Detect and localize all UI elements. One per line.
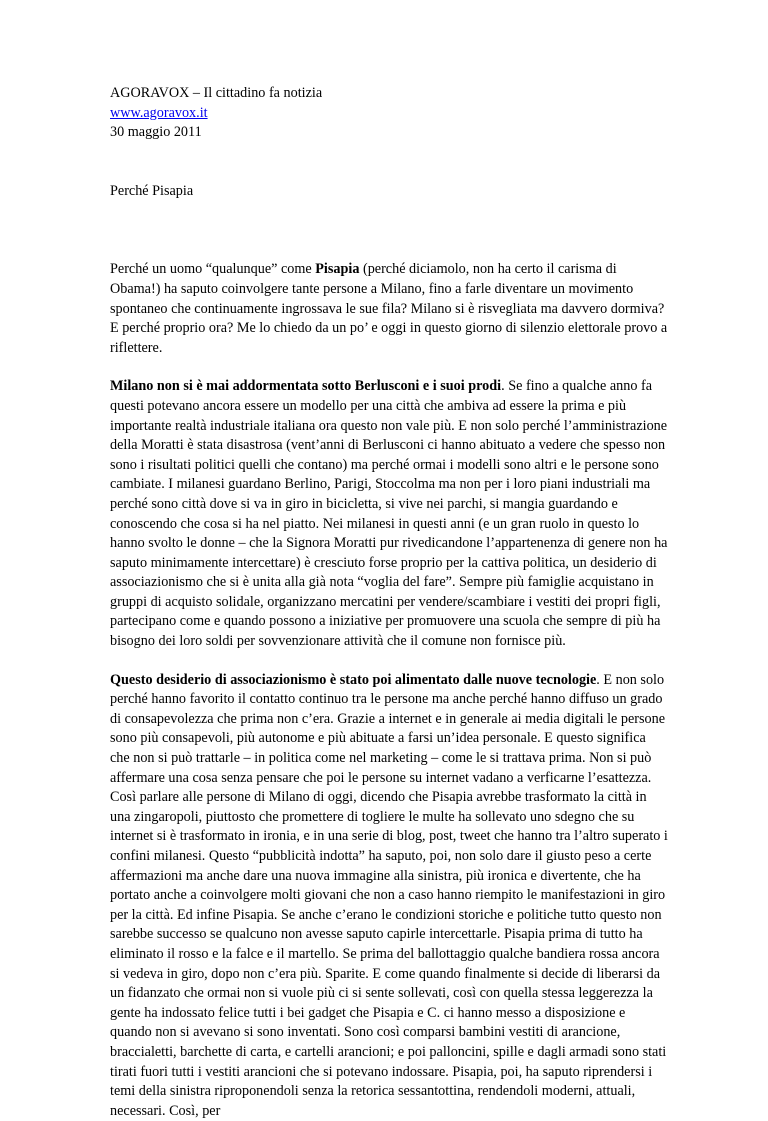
paragraph-milano-lead: Milano non si è mai addormentata sotto Berlusconi e i suoi prodi — [110, 378, 502, 395]
article-date: 30 maggio 2011 — [110, 124, 202, 141]
paragraph-milano: Milano non si è mai addormentata sotto Berlusconi e i suoi prodi. Se fino a qualche anno fa questi potevano ancora essere un modello per una città che ambiva ad essere la prima e più importante realtà industriale italiana ora questo non vale più. E non solo perché l’amministrazione della Moratti è stata disastrosa (vent’anni di Berlusconi ci hanno abituato a vedere che spesso non sono i risultati politici quelli che contano) ma perché ormai i modelli sono altri e le persone sono cambiate. I milanesi guardano Berlino, Parigi, Stoccolma ma non per i loro piani industriali ma perché sono città dove si va in giro in bicicletta, si vive nei parchi, si mangia guardando e conoscendo che cosa si ha nel piatto. Nei milanesi in questi anni (e un gran ruolo in questo lo hanno svolto le donne – che la Signora Moratti pur rivedicandone l’appartenenza di genere non ha saputo minimamente intercettare) è cresciuto forse proprio per la cattiva politica, un desiderio di associazionismo che si è unita alla già nota “voglia del fare”. Sempre più famiglie acquistano in gruppi di acquisto solidale, organizzano mercatini per vendere/scambiare i vestiti dei propri figli, partecipano come e quando possono a iniziative per promuovere una scuola che sempre di più ha bisogno dei loro soldi per sovvenzionare attività che il comune non fornisce più. — [110, 378, 668, 650]
source-url-link[interactable]: www.agoravox.it — [110, 104, 208, 121]
paragraph-tecnologie: Questo desiderio di associazionismo è stato poi alimentato dalle nuove tecnologie. E non solo perché hanno favorito il contatto continuo tra le persone ma anche perché hanno diffuso un grado di consapevolezza che prima non c’era. Grazie a internet e in generale ai media digitali le persone sono più consapevoli, più autonome e più abituate a farsi un’idea personale. E questo significa che non si può trattarle – in politica come nel marketing – come le si trattava prima. Non si può affermare una cosa senza pensare che poi le persone su internet vadano a verficarne l’esattezza. Così parlare alle persone di Milano di oggi, dicendo che Pisapia avrebbe trasformato la città in una zingaropoli, piuttosto che promettere di togliere le multe ha sollevato uno sdegno che su internet si è trasformato in ironia, e in una serie di blog, post, tweet che hanno tra l’altro superato i confini milanesi. Questo “pubblicità indotta” ha saputo, poi, non solo dare il giusto peso a certe affermazioni ma anche dare una nuova immagine alla sinistra, più ironica e divertente, che ha portato anche a coinvolgere molti giovani che non a caso hanno riempito le manifestazioni in giro per la città. Ed infine Pisapia. Se anche c’erano le condizioni storiche e politiche tutto questo non sarebbe successo se qualcuno non avesse saputo capirle intercettarle. Pisapia prima di tutto ha eliminato il rosso e la falce e il martello. Se prima del ballottaggio qualche bandiera rossa ancora si vedeva in giro, dopo non c’era più. Sparite. E come quando finalmente si decide di liberarsi da un fidanzato che ormai non si vuole più ci si sente sollevati, così con quella stessa leggerezza la gente ha indossato felice tutti i bei gadget che Pisapia e C. ci hanno messo a disposizione e quando non si avevano si sono inventati. Sono così comparsi bambini vestiti di arancione, braccialetti, barchette di carta, e cartelli arancioni; e poi palloncini, spille e dagli armadi sono stati tirati fuori tutti i vestiti arancioni che si potevano indossare. Pisapia, poi, ha saputo riprendersi i temi della sinistra riproponendoli senza la retorica sessantottina, rendendoli moderni, attuali, necessari. Così, per — [110, 671, 668, 1119]
pisapia-bold: Pisapia — [315, 261, 360, 278]
paragraph-tecnologie-lead: Questo desiderio di associazionismo è stato poi alimentato dalle nuove tecnologie — [110, 671, 597, 688]
article-title: Perché Pisapia — [110, 182, 194, 199]
intro-paragraph: Perché un uomo “qualunque” come Pisapia (perché diciamolo, non ha certo il carisma di Obama!) ha saputo coinvolgere tante persone a Milano, fino a farle diventare un movimento spontaneo che continuamente ingrossava le sue fila? Milano si è risvegliata ma davvero dormiva? E perché proprio ora? Me lo chiedo da un po’ e oggi in questo giorno di silenzio elettorale provo a riflettere. — [110, 261, 668, 356]
source-line: AGORAVOX – Il cittadino fa notizia — [110, 85, 323, 101]
